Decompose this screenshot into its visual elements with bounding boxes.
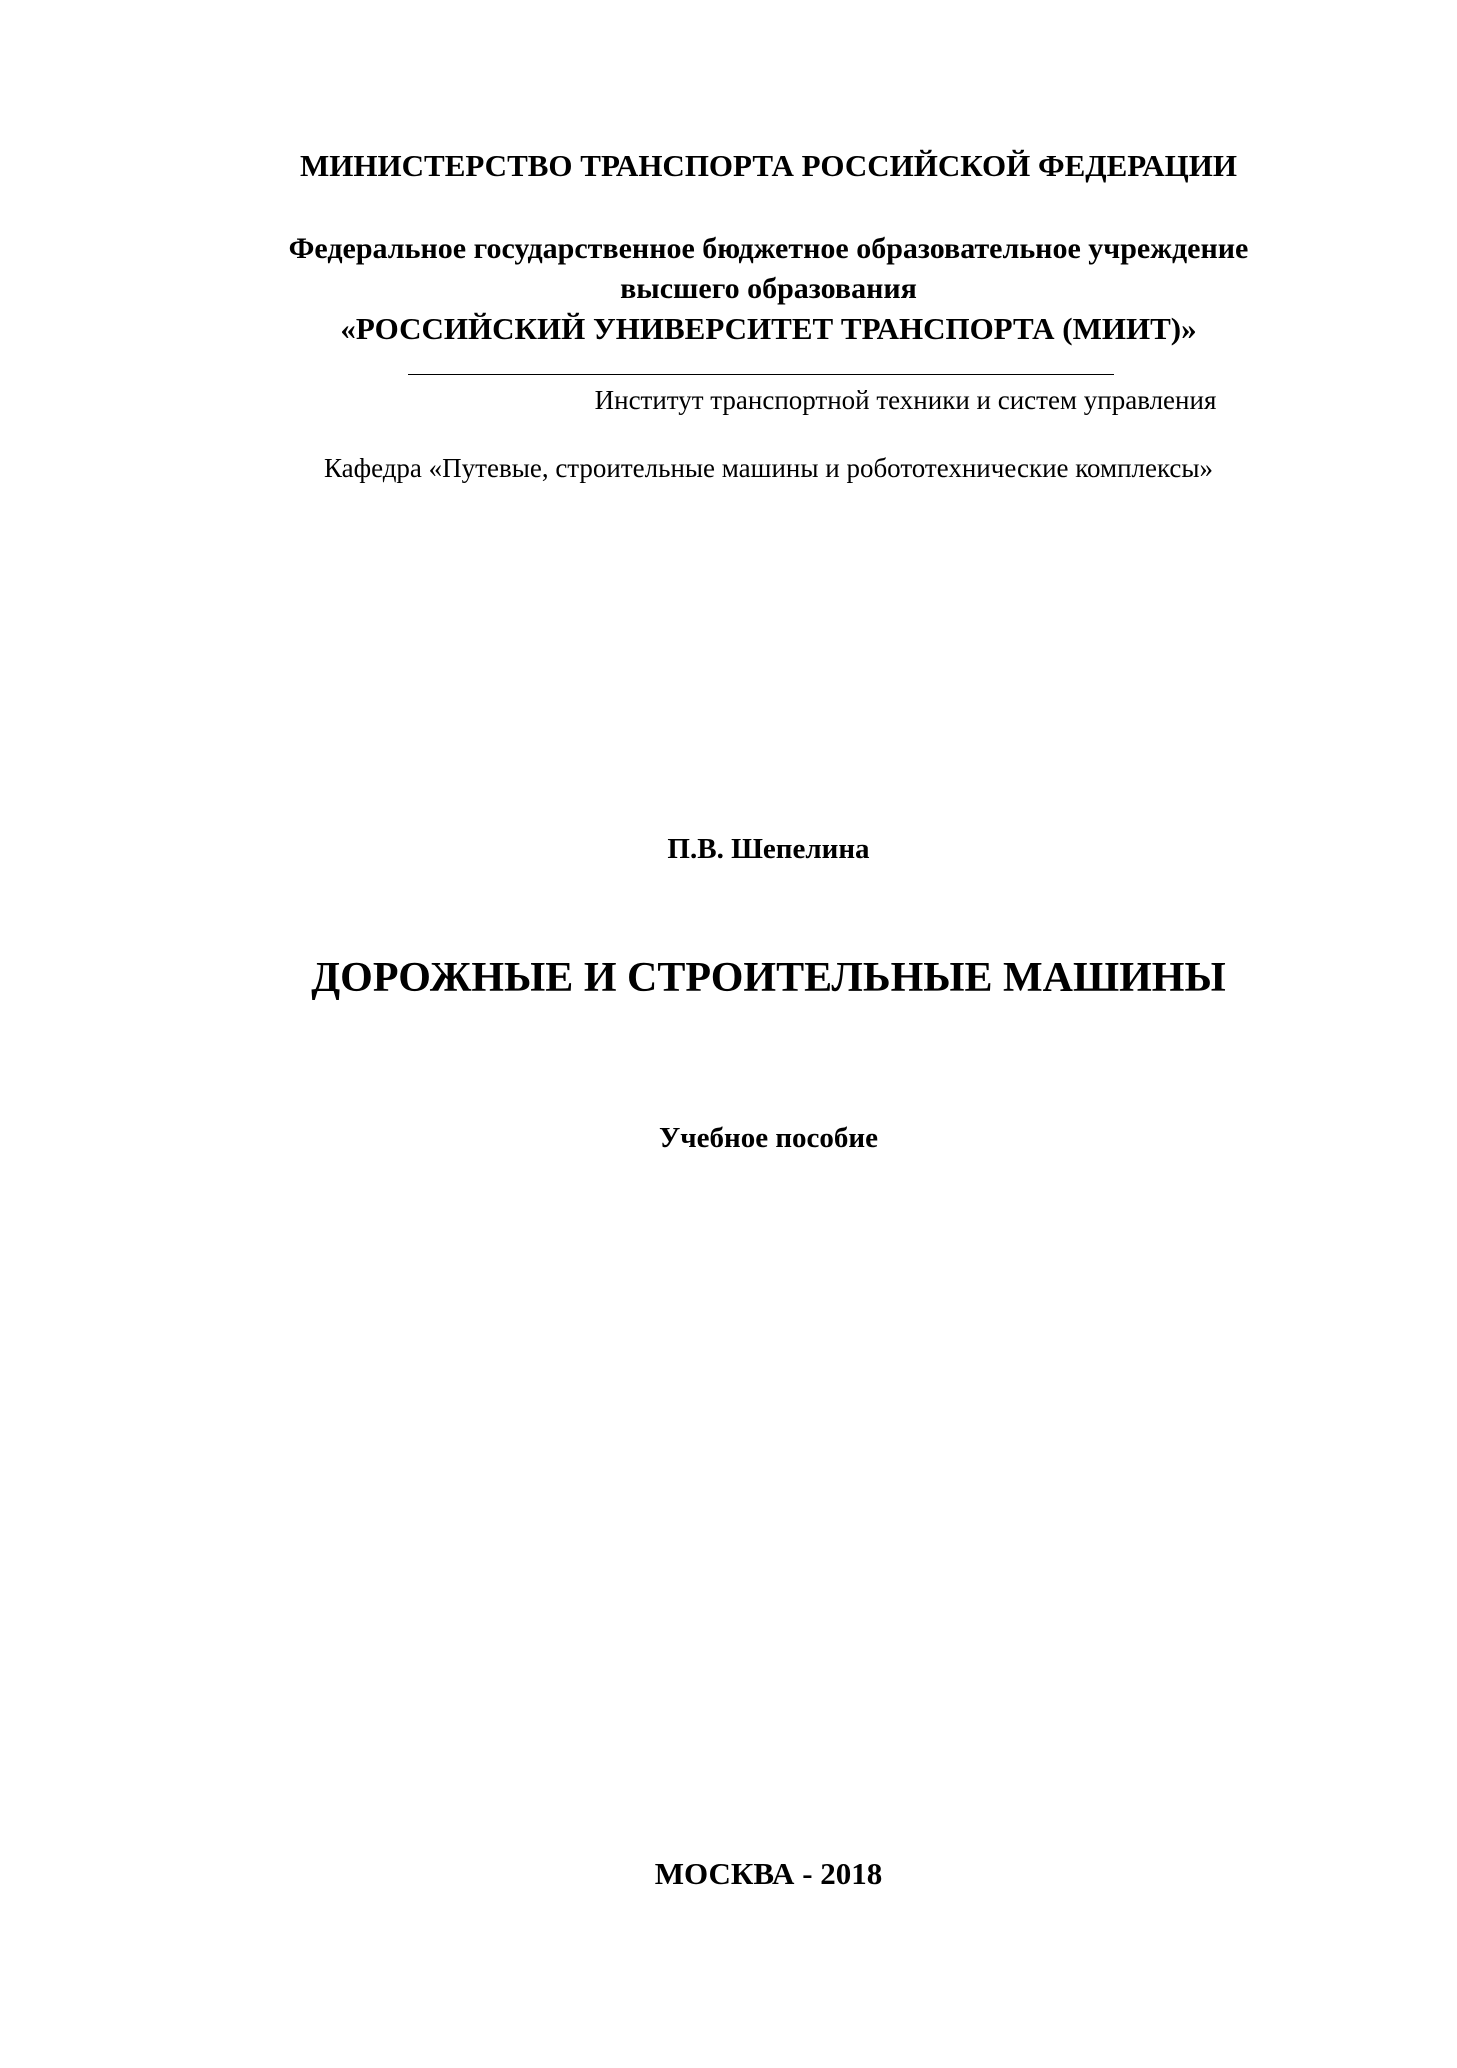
department-name: Кафедра «Путевые, строительные машины и робототехнические комплексы» <box>323 453 1214 483</box>
city-and-year: МОСКВА - 2018 <box>654 1856 883 1891</box>
document-type: Учебное пособие <box>658 1122 878 1154</box>
author-name: П.В. Шепелина <box>667 833 870 865</box>
university-name: «РОССИЙСКИЙ УНИВЕРСИТЕТ ТРАНСПОРТА (МИИТ)» <box>340 311 1197 346</box>
institute-name: Институт транспортной техники и систем управления <box>594 385 1217 415</box>
ministry-heading: МИНИСТЕРСТВО ТРАНСПОРТА РОССИЙСКОЙ ФЕДЕРАЦИИ <box>300 148 1237 183</box>
institution-type-line-2: высшего образования <box>620 272 917 305</box>
document-title: ДОРОЖНЫЕ И СТРОИТЕЛЬНЫЕ МАШИНЫ <box>311 955 1226 1001</box>
header-divider <box>408 374 1114 375</box>
institution-type-line-1: Федеральное государственное бюджетное образовательное учреждение <box>288 232 1249 265</box>
